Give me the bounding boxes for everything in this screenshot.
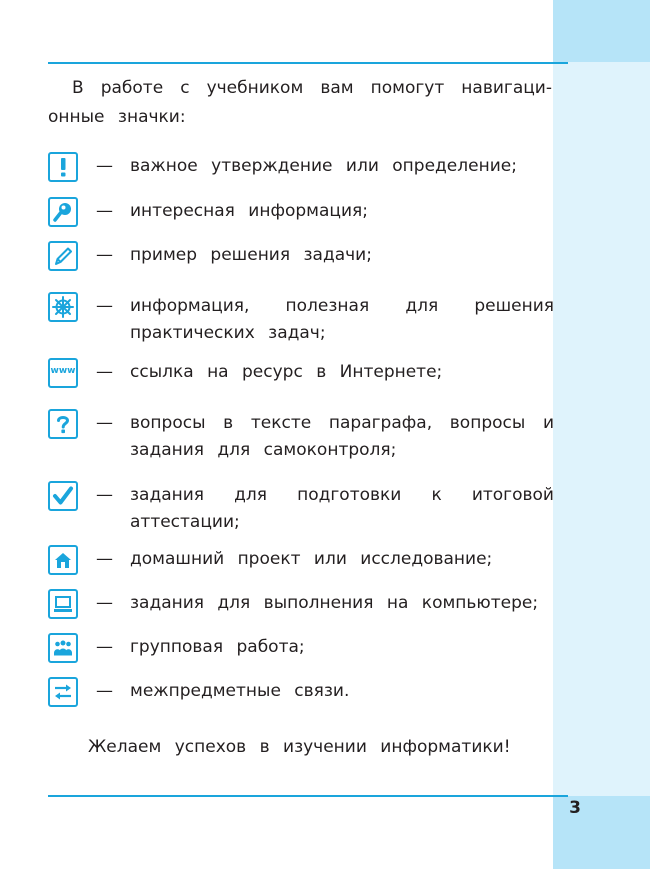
dash: — <box>96 156 113 176</box>
legend-text-line-2: практических задач; <box>130 323 326 343</box>
legend-text-line-2: аттестации; <box>130 512 240 532</box>
exclamation-icon <box>48 152 78 182</box>
house-icon <box>48 545 78 575</box>
closing-wish: Желаем успехов в изучении информатики! <box>88 737 511 757</box>
legend-text-line-1: информация, полезная для решения <box>130 296 554 316</box>
legend-text: межпредметные связи. <box>130 681 350 701</box>
legend-text-line-2: задания для самоконтроля; <box>130 440 397 460</box>
top-rule <box>48 62 568 64</box>
magnifier-icon <box>48 197 78 227</box>
checkmark-icon <box>48 481 78 511</box>
www-label: www <box>50 366 76 376</box>
pencil-icon <box>48 241 78 271</box>
ship-wheel-icon <box>48 292 78 322</box>
intro-line-2: онные значки: <box>48 107 186 127</box>
bottom-rule <box>48 795 568 797</box>
legend-text: пример решения задачи; <box>130 245 372 265</box>
legend-text: задания для выполнения на компьютере; <box>130 593 539 613</box>
dash: — <box>96 485 113 505</box>
dash: — <box>96 637 113 657</box>
legend-text: интересная информация; <box>130 201 368 221</box>
side-strip-top-band <box>553 0 650 62</box>
legend-text: групповая работа; <box>130 637 305 657</box>
dash: — <box>96 413 113 433</box>
legend-text: важное утверждение или определение; <box>130 156 517 176</box>
legend-text <box>130 410 554 464</box>
legend-text <box>130 482 554 536</box>
computer-icon <box>48 589 78 619</box>
question-icon <box>48 409 78 439</box>
www-icon <box>48 358 78 388</box>
legend-text: домашний проект или исследование; <box>130 549 493 569</box>
dash: — <box>96 593 113 613</box>
side-strip <box>553 0 650 869</box>
legend-text <box>130 293 554 347</box>
dash: — <box>96 201 113 221</box>
dash: — <box>96 362 113 382</box>
dash: — <box>96 245 113 265</box>
arrows-icon <box>48 677 78 707</box>
legend-text-line-1: вопросы в тексте параграфа, вопросы и <box>130 413 554 433</box>
intro-line-1: В работе с учебником вам помогут навигаци- <box>72 78 552 98</box>
legend-text-line-1: задания для подготовки к итоговой <box>130 485 554 505</box>
dash: — <box>96 549 113 569</box>
legend-text: ссылка на ресурс в Интернете; <box>130 362 443 382</box>
page-number: 3 <box>569 798 581 818</box>
dash: — <box>96 296 113 316</box>
group-icon <box>48 633 78 663</box>
dash: — <box>96 681 113 701</box>
